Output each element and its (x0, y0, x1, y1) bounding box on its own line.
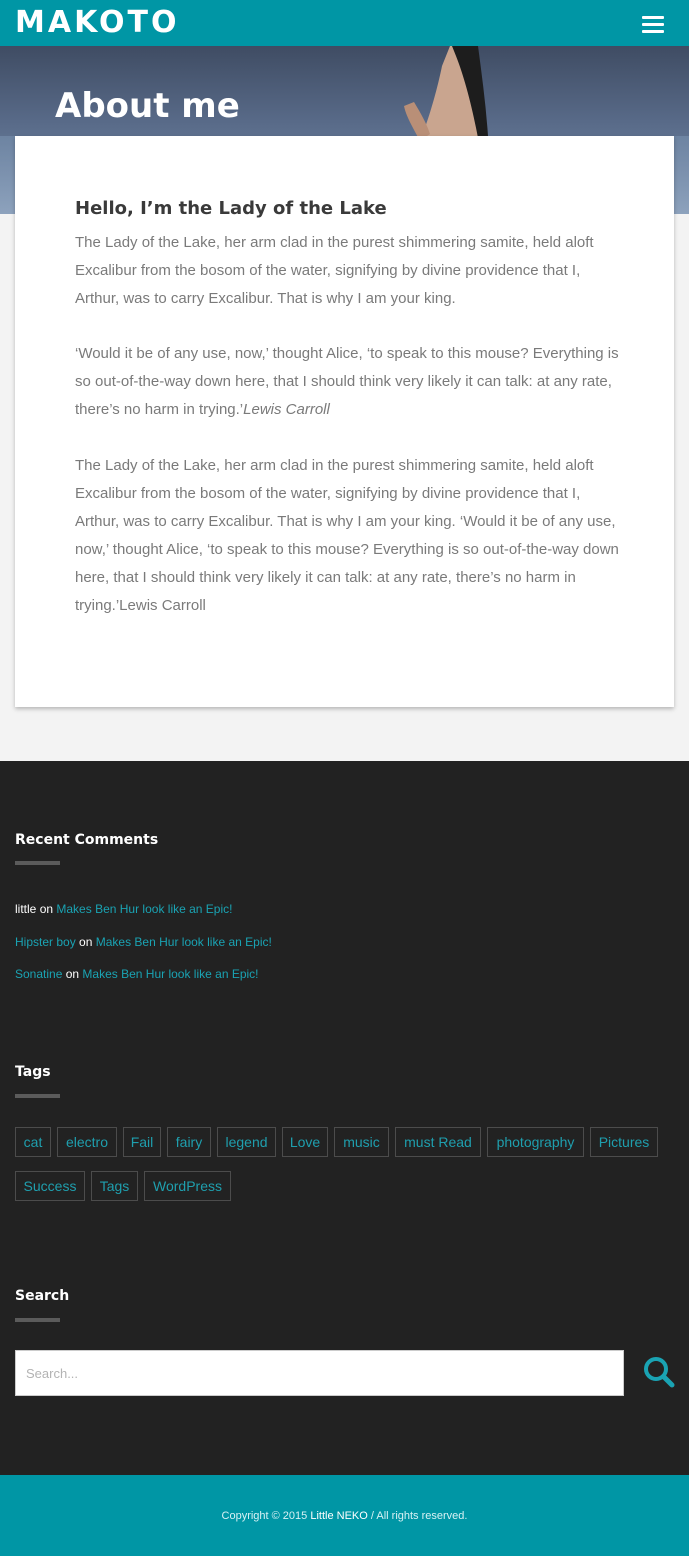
comment-on: on (39, 902, 54, 916)
tag-photography[interactable]: photography (487, 1127, 584, 1157)
tag-fairy[interactable]: fairy (167, 1127, 211, 1157)
tag-electro[interactable]: electro (57, 1127, 117, 1157)
content-card (15, 136, 674, 707)
comment-item (15, 934, 272, 950)
menu-button[interactable] (640, 13, 666, 35)
search-title: Search (15, 1288, 70, 1304)
article-quote (75, 340, 625, 424)
comment-author: little (15, 902, 37, 916)
site-logo[interactable]: MAKOTO (15, 5, 180, 40)
search-icon (640, 1353, 678, 1391)
comment-post-link[interactable]: Makes Ben Hur look like an Epic! (56, 902, 233, 916)
tag-success[interactable]: Success (15, 1171, 85, 1201)
comment-post-link[interactable]: Makes Ben Hur look like an Epic! (95, 935, 272, 949)
article-paragraph-1: The Lady of the Lake, her arm clad in the purest shimmering samite, held aloft Excalibur from the bosom of the water, signifying by divine providence that I, Arthur, was to carry Excalibur. That is why I am your king. (75, 234, 594, 307)
comment-on: on (79, 935, 93, 949)
footer-widgets (0, 761, 689, 1475)
page-title: About me (55, 86, 240, 126)
brand-link[interactable]: Little NEKO (310, 1510, 368, 1522)
search-underline (15, 1318, 60, 1322)
tag-love[interactable]: Love (282, 1127, 328, 1157)
comment-on: on (65, 967, 80, 981)
comment-author-link[interactable]: Sonatine (15, 967, 63, 981)
search-input[interactable] (15, 1350, 624, 1396)
site-footer (0, 1475, 689, 1556)
quote-author: Lewis Carroll (243, 401, 330, 418)
tag-music[interactable]: music (334, 1127, 389, 1157)
quote-text: ‘Would it be of any use, now,’ thought Alice, ‘to speak to this mouse? Everything is so out-of-the-way down here, that I should think very likely it can talk: at any rate, there’s no harm in trying.’ (75, 345, 619, 418)
search-button[interactable] (640, 1353, 678, 1391)
hamburger-icon-line-2 (642, 23, 664, 26)
recent-comments-title: Recent Comments (15, 832, 159, 848)
hamburger-icon (642, 16, 664, 19)
tag-wordpress[interactable]: WordPress (144, 1171, 231, 1201)
tags-underline (15, 1094, 60, 1098)
copyright-text (0, 1509, 689, 1523)
tag-fail[interactable]: Fail (123, 1127, 161, 1157)
comment-item (15, 966, 259, 982)
comment-post-link[interactable]: Makes Ben Hur look like an Epic! (82, 967, 259, 981)
recent-comments-underline (15, 861, 60, 865)
copyright-suffix: / All rights reserved. (370, 1510, 468, 1522)
hamburger-icon-line-3 (642, 30, 664, 33)
tags-title: Tags (15, 1064, 51, 1080)
comment-item (15, 901, 232, 917)
tag-cat[interactable]: cat (15, 1127, 51, 1157)
article-paragraph-3: The Lady of the Lake, her arm clad in the purest shimmering samite, held aloft Excalibur from the bosom of the water, signifying by divine providence that I, Arthur, was to carry Excalibur. That is why I am your king. ‘Would it be of any use, now,’ thought Alice, ‘to speak to this mouse? Everything is so out-of-the-way down here, that I should think very likely it can talk: at any rate, there’s no harm in trying.’Lewis Carroll (75, 457, 619, 614)
copyright-prefix: Copyright © 2015 (221, 1510, 308, 1522)
article-heading: Hello, I’m the Lady of the Lake (75, 198, 387, 219)
comment-author-link[interactable]: Hipster boy (15, 935, 76, 949)
site-header (0, 0, 689, 46)
tag-pictures[interactable]: Pictures (590, 1127, 658, 1157)
tag-tags[interactable]: Tags (91, 1171, 138, 1201)
tag-must-read[interactable]: must Read (395, 1127, 481, 1157)
tag-legend[interactable]: legend (217, 1127, 276, 1157)
